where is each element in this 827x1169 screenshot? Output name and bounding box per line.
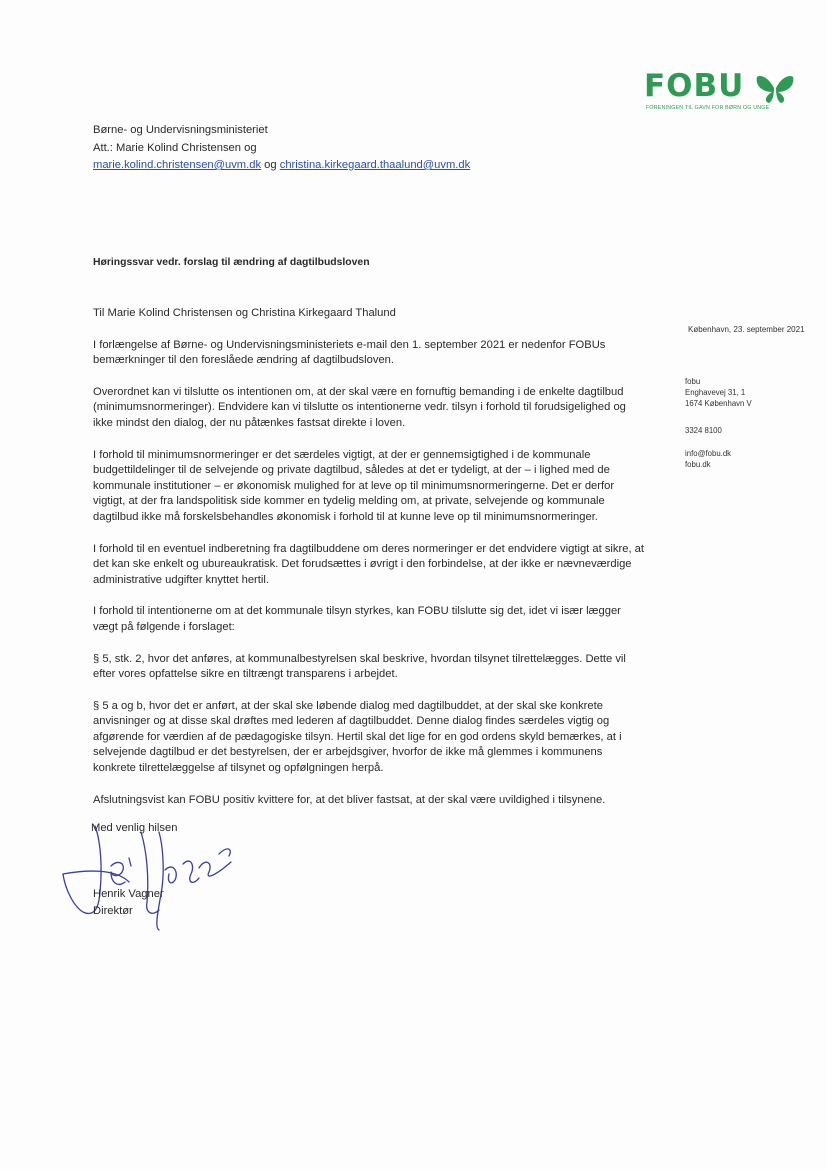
email-conjunction: og (264, 159, 277, 171)
letter-body (93, 306, 648, 824)
letter-subject: Høringssvar vedr. forslag til ændring af dagtilbudsloven (93, 257, 370, 268)
salutation: Til Marie Kolind Christensen og Christina Kirkegaard Thalund (93, 307, 396, 319)
letter-date: København, 23. september 2021 (688, 325, 805, 334)
signer-name: Henrik Vagner (93, 888, 164, 900)
signer-title: Direktør (93, 905, 133, 917)
logo-tagline: FORENINGEN TIL GAVN FOR BØRN OG UNGE (646, 105, 770, 111)
butterfly-icon (755, 72, 795, 104)
sender-street: Enghavevej 31, 1 (685, 388, 746, 398)
paragraph-2: Overordnet kan vi tilslutte os intentionen om, at der skal være en fornuftig bemanding i de enkelte dagtilbud (minimumsnormeringer). Endvidere kan vi tilslutte os intentionerne vedr. tilsyn i forhold til forudsigelighed og ikke mindst den dialog, der nu påtænkes fastsat direkte i loven. (93, 385, 626, 429)
email-link-marie[interactable]: marie.kolind.christensen@uvm.dk (93, 159, 262, 171)
sender-email[interactable]: info@fobu.dk (685, 449, 732, 458)
recipient-block (93, 122, 470, 175)
fobu-logo (641, 68, 801, 111)
paragraph-4: I forhold til en eventuel indberetning fra dagtilbuddene om deres normeringer er det endvidere vigtigt at sikre, at det kan ske enkelt og ubureaukratisk. Det forudsættes i øvrigt i den forbindelse, at der ikke er nævneværdige administrative udgifter knyttet hertil. (93, 542, 645, 586)
recipient-emails (93, 157, 470, 175)
sender-phone: 3324 8100 (685, 426, 722, 435)
signer-block (93, 886, 164, 920)
sender-city: 1674 København V (685, 399, 752, 409)
sender-address (685, 376, 752, 410)
paragraph-5: I forhold til intentionerne om at det kommunale tilsyn styrkes, kan FOBU tilslutte sig det, idet vi især lægger vægt på følgende i forslaget: (93, 605, 621, 633)
email-link-christina[interactable]: christina.kirkegaard.thaalund@uvm.dk (279, 159, 471, 171)
paragraph-1: I forlængelse af Børne- og Undervisningsministeriets e-mail den 1. september 2021 er nedenfor FOBUs bemærkninger til den foreslåede ændring af dagtilbudsloven. (93, 338, 606, 367)
paragraph-3: I forhold til minimumsnormeringer er det særdeles vigtigt, at der er gennemsigtighed i de kommunale budgettildelinger til de selvejende og private dagtilbud, således at det er tydeligt, at der – i lighed med de kommunale institutioner – er økonomisk mulighed for at leve op til minimumsnormeringerne. Det er derfor vigtigt, at der fra landspolitisk side kommer en tydelig melding om, at private, selvejende og kommunale dagtilbud ikke må forskelsbehandles økonomisk i forhold til at kunne leve op til minimumsnormeringer. (93, 448, 615, 523)
logo-wordmark: FOBU (644, 68, 745, 104)
paragraph-7: § 5 a og b, hvor det er anført, at der skal ske løbende dialog med dagtilbuddet, at der skal ske konkrete anvisninger og at disse skal drøftes med lederen af dagtilbuddet. Denne dialog findes særdeles vigtig og afgørende for værdien af de pædagogiske tilsyn. Hertil skal det lige for en god ordens skyld bemærkes, at i selvejende dagtilbud er det bestyrelsen, der er arbejdsgiver, hvorfor de ikke må glemmes i kommunens konkrete tilrettelæggelse af tilsynet og opfølgningen herpå. (93, 699, 622, 775)
sender-contact (685, 448, 731, 470)
paragraph-8: Afslutningsvist kan FOBU positiv kvittere for, at det bliver fastsat, at der skal være uvildighed i tilsynene. (93, 793, 606, 806)
sender-web[interactable]: fobu.dk (685, 460, 711, 470)
paragraph-6: § 5, stk. 2, hvor det anføres, at kommunalbestyrelsen skal beskrive, hvordan tilsynet tilrettelægges. Dette vil efter vores opfattelse sikre en tiltrængt transparens i arbejdet. (93, 652, 626, 681)
sender-org: fobu (685, 377, 701, 386)
recipient-ministry: Børne- og Undervisningsministeriet (93, 124, 268, 136)
closing-greeting: Med venlig hilsen (91, 822, 178, 834)
recipient-attention: Att.: Marie Kolind Christensen og (93, 141, 257, 154)
